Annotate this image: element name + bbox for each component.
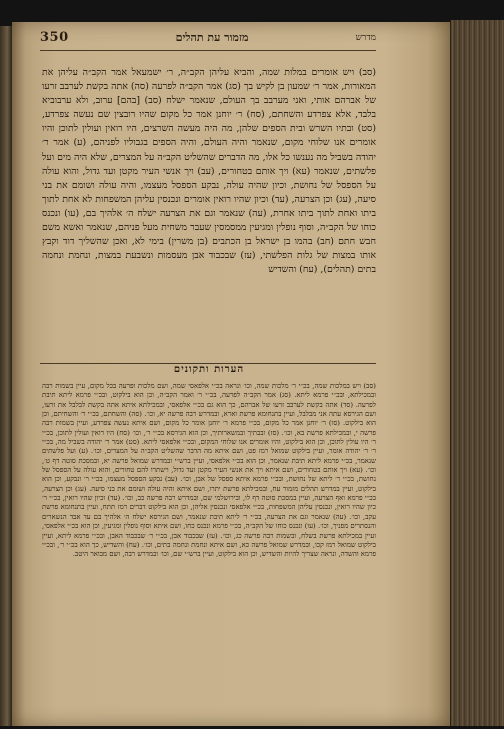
notes-text-block: (סב) ויש במלכות שמה, בכ״י ר׳ מלכות שמה, וכו׳ ונראה בכ״י אלפאסי שמה, ושם מלכות ופרעה בכל מקום, עיין בשמות רבה ובמכילתא, ובכ״י פרמא ליתא. (סג) אמר הקב״ה לפרעה, בכ״י ר׳ ואמר הקב״ה, וכן הוא בילקוט, ובכ״י פרמא ליתא תיבת לפרעה. (סד) אתה בקשת לערבב זרעו של אברהם, כך הוא גם בכ״י אלפאסי, ובמכילתא איתא אתה בקשת לבלבל את זרעו, ושם הגירסא עתה אני מבלבל, ועיין בתנחומא פרשת וארא, ובמדרש רבה פרשה יא, וכו׳. (סה) והשחתם, בכ״י ר׳ והשחיתם, וכן הוא בילקוט. (סו) ר׳ יוחנן אמר כל מקום, בכ״י פרמא ר׳ יוחנן אומר כל מקום, ושם איתא נעשה צפרדע, ועיין בשמות רבה פרשה י, ובמכילתא פרשת בא, וכו׳. (סז) ובבתיך ובמשארותיך, וכן הוא הגירסא בכ״י ר׳, וכו׳ (סח) היו רואין ועולין לתוכן, בכ״י ר׳ היו עולין לתוכן, וכן הוא בילקוט, והיו אומרים אנו שלוחי המקום, ובכ״י אלפאסי ליתא. (סט) אמר ר׳ יהודה בשביל מה, בכ״י ר׳ ר׳ יהודה אומר, ועיין בילקוט שמואל רמז פט, ושם איתא מה הדבר שהשליט הקב״ה על המצרים, וכו׳. (ע) ועל פלשתים שנאמר, בכ״י פרמא ליתא תיבת שנאמר, וכן הוא בכ״י אלפאסי, ועיין ברש״י ובמדרש שמואל פרשה יא, ובמסכת סוטה דף ט׳, וכו׳. (עא) ויך אותם בטחורים, ושם איתא ויך את אנשי העיר מקטן ועד גדול, וישתרו להם טחורים, והוא עולה על הספסל של נחושת, בכ״י ר׳ ליתא של נחושת, ובכ״י פרמא איתא ספסל של אבן, וכו׳. (עב) נבקע הספסל מעצמו, בכ״י ר׳ ונבקע, וכן הוא בילקוט, ועיין במדרש תהלים מזמור עח, ובמכילתא פרשת יתרו, ושם איתא והיה עולה ושומם את בני סיעה. (עג) וכן הצרעה, בכ״י פרמא ואף הצרעה, ועיין במסכת סוטה דף לו, ובירושלמי שם, ובמדרש רבה פרשה כב, וכו׳. (עד) וכיון שהיו רואין, בכ״י ר׳ כיון שהיו רואין, ונכנסין עליהן המשפחות, בכ״י אלפאסי ונכנסין אליהן, וכן הוא בילקוט דברים רמז תתח, ועיין בתנחומא פרשת עקב, וכו׳. (עה) שנאמר וגם את הצרעה, בכ״י ר׳ ליתא תיבת שנאמר, ושם הגירסא ישלח ה׳ אלהיך בם עד אבד הנשארים והנסתרים מפניך, וכו׳. (עו) ונכנס כוחו של הקב״ה, בכ״י פרמא ונכנס כחו, ושם איתא וסוף נופלין ומגיעין, וכן הוא בכ״י אלפאסי, ועיין במכילתא פרשת בשלח, ובשמות רבה פרשה כג, וכו׳. (עז) שבכבוד אבן, בכ״י ר׳ שבכבוד האבן, ובכ״י פרמא ליתא, ועיין בילקוט שמואל רמז קכו, ובמדרש שמואל פרשה כא, ושם איתא ונחמת ונחמה בתים, וכו׳. (עח) והשדיש, כך הוא בכ״י ר׳, ובכ״י פרמא והשדה, ונראה שצריך להיות והשדיש, וכן הוא בילקוט, ועיין ברש״י שם, וכו׳ ובמדרש רבה, ושם מבואר היטב. <box>42 382 376 559</box>
page-stack-edge <box>450 20 504 726</box>
facing-page-edge <box>0 26 12 726</box>
page-header <box>40 29 376 45</box>
header-side-label: מדרש <box>355 32 376 43</box>
notes-section-title: הערות ותקונים <box>173 364 245 375</box>
header-rule <box>40 50 376 51</box>
page-number: 350 <box>40 29 69 45</box>
running-title: מזמור עת תהלים <box>175 30 249 44</box>
main-text-block: (סב) ויש אומרים במלות שמה, והביא עליהן הקב״ה, ר׳ ישמעאל אמר הקב״ה עליהן את המאורות, אמר ר׳ שמעון בן לקיש בך (סג) אמר הקב״ה לפרעה (סה) אתה בקשת לערבב זרעו של אברהם אותי, ואני מערבב בך העולם, שנאמר ישלח (סב) [בהם] ערוב, ולא ערבוביא בלבד, אלא צפרדע והשחתם, (סח) ר׳ יוחנן אמר כל מקום שהיו רובצין שם נעשה צפרדע, (סט) ובתיו השרש ובית הספים שלהן, מה היה מעשה השרצים, היו רואין ועולין לתוכן והיו אומרים אנו שלוחי מקום, שנאמר והיה העולם, והיה הספים בגבוליו לפניהם, (ע) אמר ר׳ יהודה בשביל מה נענשו כל אלו, מה הדברים שהשליט הקב״ה על המצרים, שלא היה מים ועל פלשתים, שנאמר (עא) ויך אותם בטחורים, (עב) ויך אנשי העיר מקטן ועד גדול, והוא עולה על הספסל של נחושת, וכיון שהיה עולה, נבקע הספסל מעצמו, והיה עולה ושומם את בני סיעה, (עג) וכן הצרעה, (עד) וכיון שהיו רואין אומרים ונכנסין עליהן המשפחות לא אחת לתוך ביתו ואחת לתוך ביתו אחרת, (עה) שנאמר וגם את הצרעה ישלח ה׳ אלהיך בם, (עו) ונכנס כוחו של הקב״ה, וסוף נופלין ומגיעין ממסמסין שעבר משחית מעל פניהם, שנאמר ואשא משם חבש חתם (חב) בהמו בן ישראל בן הכתבים (בן משרין) בימי לא, ואכן שהשליך דוד וקבץ אותו במצות של גלות הפלשתי, (עז) שבכבוד אבן מעסמות ונשבעת במצות, ונחמת ונחמה בתים (תהלים), (עח) והשדיש <box>42 67 376 276</box>
